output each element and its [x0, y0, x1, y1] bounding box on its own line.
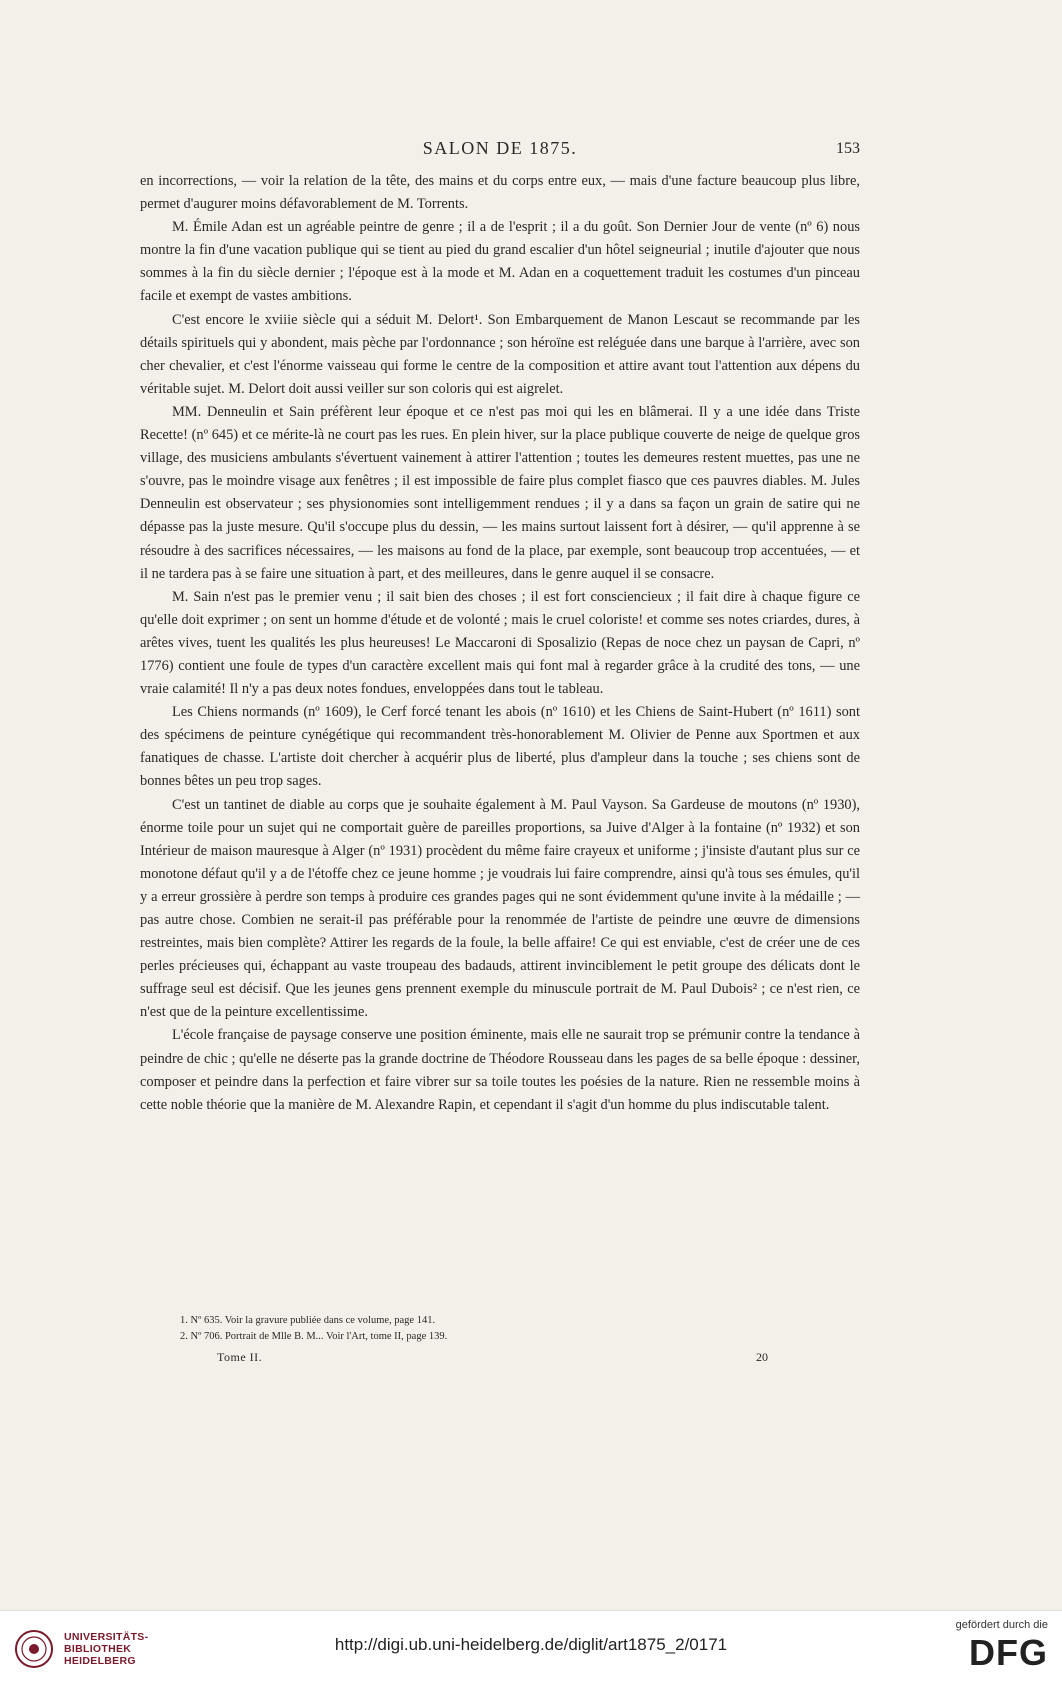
paragraph: M. Sain n'est pas le premier venu ; il sait bien des choses ; il est fort consciencieux ; il fait dire à chaque figure ce qu'elle doit exprimer ; on sent un homme d'étude et de volonté ; mais le cruel coloriste! et comme ses notes criardes, dures, à arêtes vives, tuent les qualités les plus heureuses! Le Maccaroni di Sposalizio (Repas de noce chez un paysan de Capri, nº 1776) contient une foule de types d'un caractère excellent mais qui font mal à regarder grâce à la crudité des tons, — une vraie calamité! Il n'y a pas deux notes fondues, enveloppées dans tout le tableau. [140, 588, 860, 698]
footnotes [180, 1313, 740, 1345]
paragraph: M. Émile Adan est un agréable peintre de genre ; il a de l'esprit ; il a du goût. Son Dernier Jour de vente (nº 6) nous montre la fin d'une vacation publique qui se tient au pied du grand escalier d'un hôtel seigneurial ; inutile d'ajouter que nous sommes à la fin du siècle dernier ; l'époque est à la mode et M. Adan en a coquettement traduit les costumes d'un pinceau facile et exempt de vastes ambitions. [140, 219, 860, 305]
tome-label: Tome II. [217, 1350, 263, 1364]
paragraph: L'école française de paysage conserve une position éminente, mais elle ne saurait trop se prémunir contre la tendance à peindre de chic ; qu'elle ne déserte pas la grande doctrine de Théodore Rousseau dans les pages de sa belle époque : dessiner, composer et peindre dans la perfection et faire vibrer sur sa toile toutes les poésies de la nature. Rien ne ressemble moins à cette noble théorie que la manière de M. Alexandre Rapin, et cependant il s'agit d'un homme du plus indiscutable talent. [140, 1027, 860, 1113]
library-name-line: UNIVERSITÄTS- [64, 1631, 149, 1643]
paragraph: C'est un tantinet de diable au corps que je souhaite également à M. Paul Vayson. Sa Gardeuse de moutons (nº 1930), énorme toile pour un sujet qui ne comportait guère de pareilles proportions, sa Juive d'Alger à la fontaine (nº 1932) et son Intérieur de maison mauresque à Alger (nº 1931) procèdent du même faire crayeux et uniforme ; j'insiste d'autant plus sur ce monotone défaut qu'il y a de l'étoffe chez ce jeune homme ; je voudrais lui faire comprendre, ainsi qu'à tous ses émules, qu'il y a erreur grossière à perdre son temps à produire ces grandes pages qui ne sont évidemment qu'une invite à la médaille ; — pas autre chose. Combien ne serait-il pas préférable pour la renommée de l'artiste de peindre une œuvre de dimensions restreintes, mais bien complète? Attirer les regards de la foule, la belle affaire! Ce qui est enviable, c'est de créer une de ces perles précieuses qui, échappant au vaste troupeau des badauds, attirent invinciblement le petit groupe des délicats dont le suffrage seul est décisif. Que les jeunes gens prennent exemple du minuscule portrait de M. Paul Dubois² ; ce n'est rien, ce n'est que de la peinture excellentissime. [140, 796, 860, 1021]
article-body [140, 170, 860, 1117]
funding-caption: gefördert durch die [955, 1619, 1048, 1631]
sheet-signature: 20 [756, 1350, 768, 1364]
page-header [140, 138, 860, 164]
running-head: SALON DE 1875. [422, 138, 578, 158]
library-name-line: HEIDELBERG [64, 1655, 136, 1667]
viewer-footer [0, 1610, 1062, 1684]
paragraph: MM. Denneulin et Sain préfèrent leur époque et ce n'est pas moi qui les en blâmerai. Il y a une idée dans Triste Recette! (nº 645) et ce mérite-là ne court pas les rues. En plein hiver, sur la place publique couverte de neige de quelque gros village, des musiciens ambulants s'évertuent vainement à attirer l'attention ; toutes les demeures restent muettes, pas une ne s'ouvre, pas le moindre visage aux fenêtres ; il est impossible de faire plus complet fiasco que ces pauvres diables. M. Jules Denneulin est observateur ; ses physionomies sont intelligemment rendues ; il y a dans sa façon un grain de satire qui ne dépasse pas la juste mesure. Qu'il s'occupe plus du dessin, — les mains surtout laissent fort à désirer, — qu'il apprenne à se résoudre à des sacrifices nécessaires, — les maisons au fond de la place, par exemple, sont beaucoup trop accentuées, — et il ne tardera pas à se faire une situation à part, et des meilleures, dans le genre auquel il se consacre. [140, 403, 860, 582]
dfg-funding-logo[interactable] [938, 1619, 1048, 1679]
page-number: 153 [836, 140, 860, 157]
footnote: 2. Nº 706. Portrait de Mlle B. M... Voir l'Art, tome II, page 139. [180, 1331, 448, 1342]
paragraph: Les Chiens normands (nº 1609), le Cerf forcé tenant les abois (nº 1610) et les Chiens de Saint-Hubert (nº 1611) sont des spécimens de peinture cynégétique qui recommandent très-honorablement M. Olivier de Penne aux Sportmen et aux fanatiques de chasse. L'artiste doit chercher à acquérir plus de liberté, plus d'ampleur dans la touche ; ses chiens sont de bonnes bêtes un peu trop sages. [140, 704, 860, 790]
dfg-logo-text: DFG [969, 1632, 1048, 1673]
footnote: 1. Nº 635. Voir la gravure publiée dans ce volume, page 141. [180, 1315, 436, 1326]
paragraph: en incorrections, — voir la relation de la tête, des mains et du corps entre eux, — mais d'une facture beaucoup plus libre, permet d'augurer moins défavorablement de M. Torrents. [140, 173, 860, 213]
paragraph: C'est encore le xviiie siècle qui a séduit M. Delort¹. Son Embarquement de Manon Lescaut se recommande par les détails spirituels qui y abondent, mais pèche par l'ordonnance ; son héroïne est reléguée dans une barque à l'arrière, avec son cher chevalier, et c'est l'énorme vaisseau qui forme le centre de la composition et attire avant tout l'attention aux dépens du véritable sujet. M. Delort doit aussi veiller sur son coloris qui est aigrelet. [140, 311, 860, 397]
permalink-url[interactable]: http://digi.ub.uni-heidelberg.de/diglit/art1875_2/0171 [334, 1635, 728, 1654]
library-name-line: BIBLIOTHEK [64, 1643, 132, 1655]
